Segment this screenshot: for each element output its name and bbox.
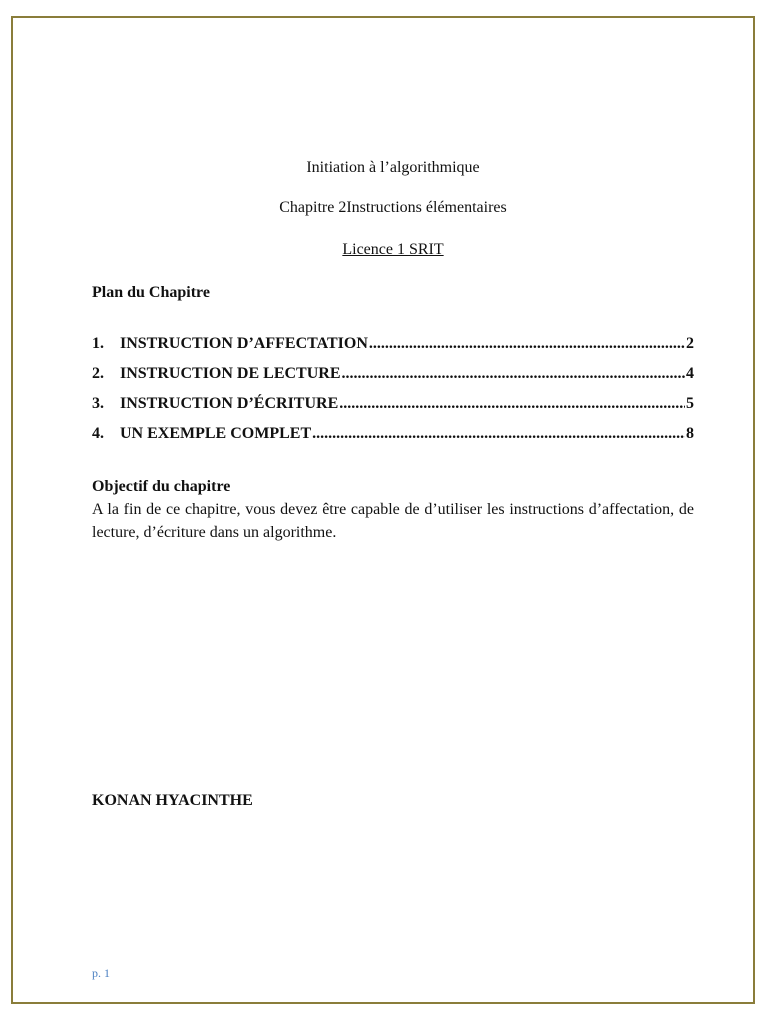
toc-item-page: 8 — [686, 425, 694, 442]
chapter-title: Chapitre 2Instructions élémentaires — [279, 199, 507, 216]
toc-item-title: INSTRUCTION D’AFFECTATION — [120, 335, 368, 352]
author-name: KONAN HYACINTHE — [92, 792, 253, 809]
level-line — [92, 240, 694, 260]
toc-dot-leader — [369, 334, 685, 354]
objective-heading: Objectif du chapitre — [92, 478, 231, 495]
toc-item-page: 5 — [686, 395, 694, 412]
toc-dot-leader — [342, 364, 686, 384]
table-of-contents — [92, 334, 694, 454]
plan-heading: Plan du Chapitre — [92, 284, 210, 301]
toc-item-number: 4. — [92, 425, 104, 442]
page-number: p. 1 — [92, 966, 110, 980]
course-title: Initiation à l’algorithmique — [306, 159, 480, 176]
toc-item — [92, 394, 694, 424]
toc-item — [92, 334, 694, 364]
toc-item-title: INSTRUCTION DE LECTURE — [120, 365, 341, 382]
toc-item-title: UN EXEMPLE COMPLET — [120, 425, 312, 442]
toc-item-page: 2 — [686, 335, 694, 352]
objective-text: A la fin de ce chapitre, vous devez être capable de d’utiliser les instructions d’affectation, de lecture, d’écriture dans un algorithme. — [92, 501, 694, 541]
toc-item-number: 2. — [92, 365, 104, 382]
toc-item-number: 3. — [92, 395, 104, 412]
toc-item-title: INSTRUCTION D’ÉCRITURE — [120, 395, 339, 412]
toc-item — [92, 364, 694, 394]
toc-dot-leader — [339, 394, 685, 414]
toc-item — [92, 424, 694, 454]
toc-dot-leader — [312, 424, 685, 444]
toc-item-number: 1. — [92, 335, 104, 352]
level-label: Licence 1 SRIT — [342, 241, 444, 258]
toc-item-page: 4 — [686, 365, 694, 382]
